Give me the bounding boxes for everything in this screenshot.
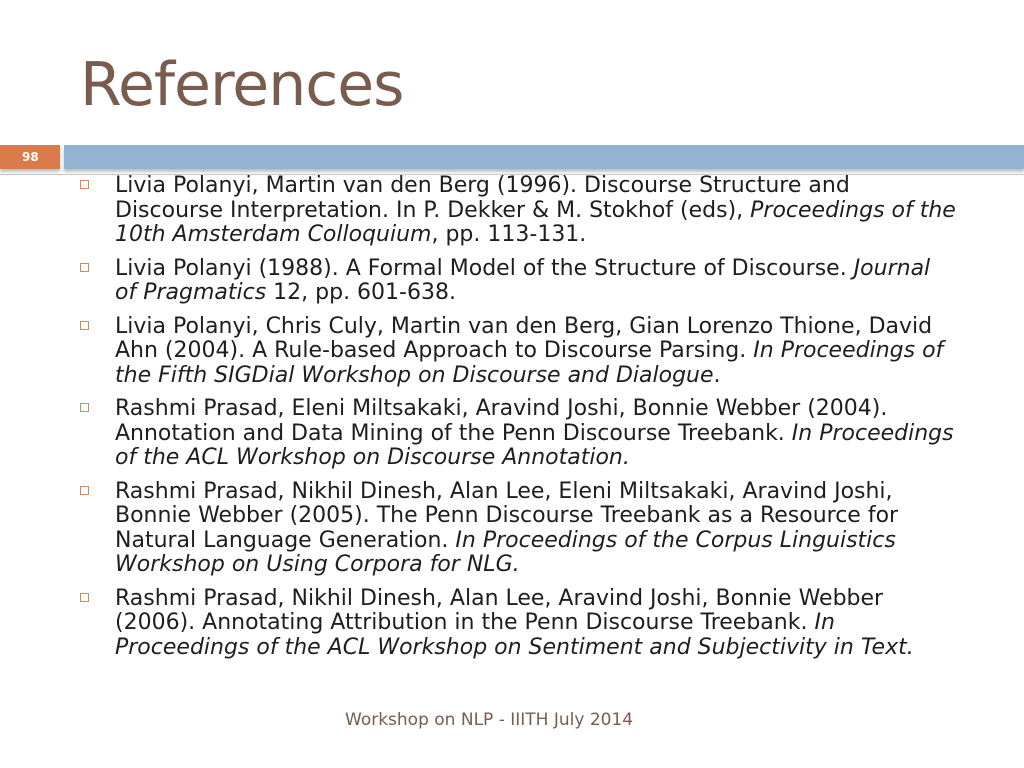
reference-item bbox=[78, 257, 958, 306]
square-bullet-icon bbox=[80, 263, 89, 272]
reference-list bbox=[78, 174, 958, 669]
reference-text: Rashmi Prasad, Nikhil Dinesh, Alan Lee, Eleni Miltsakaki, Aravind Joshi, Bonnie Webber (2005). The Penn Discourse Treebank as a Resource for Natural Language Generation. bbox=[115, 478, 899, 553]
reference-tail: 12, pp. 601-638. bbox=[266, 280, 456, 305]
reference-tail: . bbox=[713, 362, 721, 388]
reference-item bbox=[78, 480, 958, 578]
reference-item bbox=[78, 174, 958, 248]
reference-text: Livia Polanyi, Chris Culy, Martin van den Berg, Gian Lorenzo Thione, David Ahn (2004). A Rule-based Approach to Discourse Parsing. bbox=[115, 313, 933, 363]
reference-source: In Proceedings of the Fifth SIGDial Workshop on Discourse and Dialogue bbox=[115, 338, 944, 388]
reference-text: Rashmi Prasad, Eleni Miltsakaki, Aravind Joshi, Bonnie Webber (2004). Annotation and Data Mining of the Penn Discourse Treebank. bbox=[115, 396, 888, 446]
reference-text: Livia Polanyi (1988). A Formal Model of the Structure of Discourse. bbox=[115, 255, 854, 281]
square-bullet-icon bbox=[80, 486, 89, 495]
square-bullet-icon bbox=[80, 180, 89, 189]
header-divider-bar bbox=[64, 145, 1024, 169]
reference-source: Proceedings of the 10th Amsterdam Colloquium bbox=[115, 197, 956, 247]
slide-number: 98 bbox=[0, 145, 60, 169]
reference-tail: , pp. 113-131. bbox=[431, 222, 587, 247]
reference-item bbox=[78, 587, 958, 661]
square-bullet-icon bbox=[80, 403, 89, 412]
reference-item bbox=[78, 315, 958, 389]
reference-text: Rashmi Prasad, Nikhil Dinesh, Alan Lee, Aravind Joshi, Bonnie Webber (2006). Annotating Attribution in the Penn Discourse Treebank. bbox=[115, 585, 884, 635]
reference-source: In Proceedings of the Corpus Linguistics Workshop on Using Corpora for NLG. bbox=[115, 527, 896, 577]
slide-footer: Workshop on NLP - IIITH July 2014 bbox=[345, 710, 634, 730]
reference-text: Livia Polanyi, Martin van den Berg (1996). Discourse Structure and Discourse Interpretation. In P. Dekker & M. Stokhof (eds), bbox=[115, 173, 850, 223]
reference-source: Journal of Pragmatics bbox=[115, 255, 931, 305]
reference-source: In Proceedings of the ACL Workshop on Sentiment and Subjectivity in Text. bbox=[115, 610, 914, 660]
slide-title: References bbox=[80, 50, 404, 120]
square-bullet-icon bbox=[80, 321, 89, 330]
reference-item bbox=[78, 397, 958, 471]
reference-source: In Proceedings of the ACL Workshop on Discourse Annotation. bbox=[115, 420, 954, 470]
square-bullet-icon bbox=[80, 593, 89, 602]
